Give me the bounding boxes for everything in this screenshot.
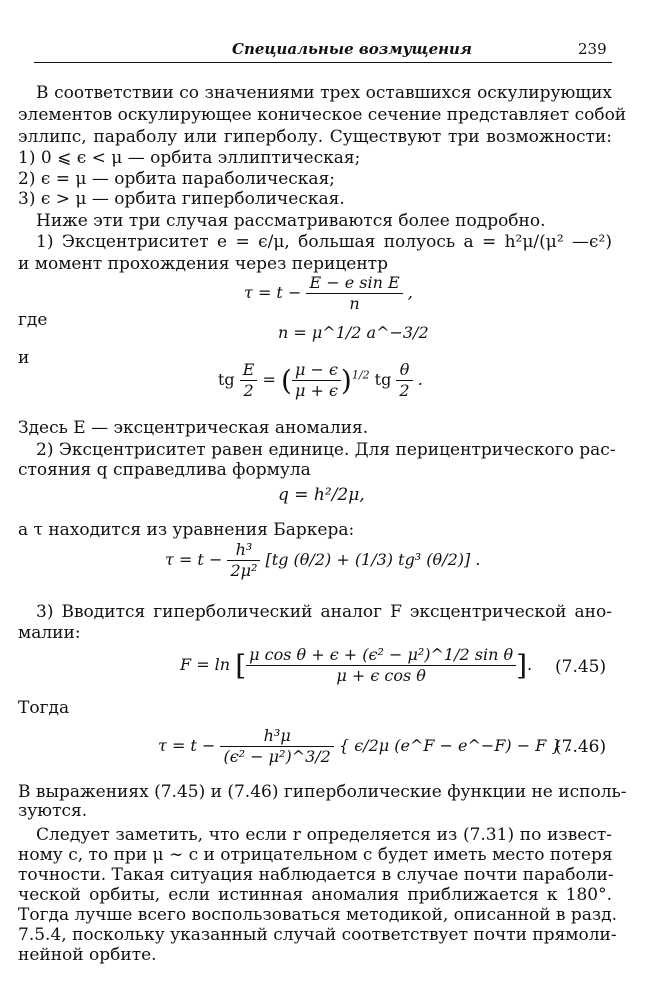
running-header [0, 0, 650, 70]
equation-tangent [218, 360, 423, 401]
text-line: 2) Эксцентриситет равен единице. Для перицентрического рас- [36, 440, 616, 460]
paren-open: ( [281, 364, 292, 397]
fraction [396, 360, 412, 401]
paren-close: ) [340, 364, 352, 397]
fraction-denominator: μ + ϵ cos θ [336, 666, 426, 685]
fraction [306, 273, 402, 314]
bracket-close: ] [516, 649, 528, 682]
equation-lhs: τ = t − [244, 283, 302, 302]
equation-lhs: F = ln [180, 655, 231, 674]
header-rule [34, 62, 612, 63]
fraction-denominator: 2μ² [230, 561, 258, 580]
text-line: 3) Вводится гиперболический аналог F эксцентрической ано- [36, 602, 612, 622]
text-line: ному c, то при μ ∼ c и отрицательном c будет иметь место потеря [18, 845, 613, 865]
fraction [227, 540, 260, 581]
text-line: Тогда [18, 698, 70, 718]
text-line: В выражениях (7.45) и (7.46) гиперболические функции не исполь- [18, 782, 627, 802]
text-line: 2) ϵ = μ — орбита параболическая; [18, 169, 336, 189]
fraction-denominator: μ + ϵ [294, 381, 338, 400]
fraction-denominator: (ϵ² − μ²)^3/2 [223, 747, 331, 766]
text-line: где [18, 310, 48, 330]
fraction-numerator: μ − ϵ [292, 360, 341, 381]
text-line: и [18, 348, 30, 368]
running-title: Специальные возмущения [232, 40, 472, 58]
text-line: 1) 0 ⩽ ϵ < μ — орбита эллиптическая; [18, 148, 361, 168]
text-line: зуются. [18, 801, 88, 821]
text-line: стояния q справедлива формула [18, 460, 311, 480]
equation-number: (7.45) [555, 657, 607, 677]
equation-lhs: τ = t − [158, 736, 216, 755]
text-line: нейной орбите. [18, 945, 157, 965]
text-line: малии: [18, 623, 81, 643]
fraction-numerator: θ [396, 360, 412, 381]
text-line: эллипс, параболу или гиперболу. Существуют три возможности: [18, 127, 612, 147]
text-line: 1) Эксцентриситет e = ϵ/μ, большая полуось a = h²μ/(μ² —ϵ²) [36, 232, 612, 252]
fraction-denominator: n [349, 294, 360, 313]
fraction [246, 645, 516, 686]
text-line: Ниже эти три случая рассматриваются более подробно. [36, 211, 546, 231]
fraction-numerator: h³ [227, 540, 260, 561]
text-line: Тогда лучше всего воспользоваться методикой, описанной в разд. [18, 905, 618, 925]
text-line: элементов оскулирующее коническое сечение представляет собой [18, 105, 627, 125]
exponent: 1/2 [351, 368, 370, 382]
equation-barker [165, 540, 480, 581]
text-line: Здесь E — эксцентрическая аномалия. [18, 418, 369, 438]
text-line: ческой орбиты, если истинная аномалия приближается к 180°. [18, 885, 612, 905]
fraction-numerator: E [240, 360, 258, 381]
bracket-open: [ [235, 649, 247, 682]
text-line: а τ находится из уравнения Баркера: [18, 520, 355, 540]
equation-perihelion-distance: q = h²/2μ, [278, 485, 365, 505]
text-line: точности. Такая ситуация наблюдается в случае почти параболи- [18, 865, 614, 885]
tg-label: tg [218, 370, 235, 389]
fraction [292, 360, 341, 401]
text-line: Следует заметить, что если r определяется из (7.31) по извест- [36, 825, 612, 845]
fraction [220, 726, 333, 767]
equals-sign: = [262, 370, 276, 389]
equation-body: [tg (θ/2) + (1/3) tg³ (θ/2)] . [265, 550, 481, 569]
equation-mean-motion: n = μ^1/2 a^−3/2 [278, 323, 429, 342]
equation-number: (7.46) [555, 737, 607, 757]
equation-body: { ϵ/2μ (e^F − e^−F) − F } . [338, 736, 572, 755]
equation-tau-elliptic [244, 273, 413, 314]
equation-lhs: τ = t − [165, 550, 223, 569]
text-line: 7.5.4, поскольку указанный случай соответствует почти прямоли- [18, 925, 617, 945]
fraction-numerator: E − e sin E [306, 273, 402, 294]
text-line: В соответствии со значениями трех оставшихся оскулирующих [36, 83, 612, 103]
equation-tau-hyperbolic [158, 726, 572, 767]
equation-F: F = ln [ $\frac{\text{μ cos θ + ϵ + (ϵ² − μ²)\textasciicircum{}1/2 sin θ}}{\text{μ + ϵ cos θ}}$ ]. [180, 645, 533, 685]
equation-end: . [417, 370, 423, 389]
text-line: 3) ϵ > μ — орбита гиперболическая. [18, 189, 345, 209]
fraction-denominator: 2 [243, 381, 254, 400]
fraction-numerator: μ cos θ + ϵ + (ϵ² − μ²)^1/2 sin θ [246, 645, 516, 666]
tg-label: tg [374, 370, 392, 389]
equation-end: , [407, 283, 413, 302]
fraction-numerator: h³μ [220, 726, 333, 747]
fraction-denominator: 2 [399, 381, 410, 400]
text-line: и момент прохождения через перицентр [18, 254, 388, 274]
page-number: 239 [578, 40, 607, 58]
fraction [240, 360, 258, 401]
